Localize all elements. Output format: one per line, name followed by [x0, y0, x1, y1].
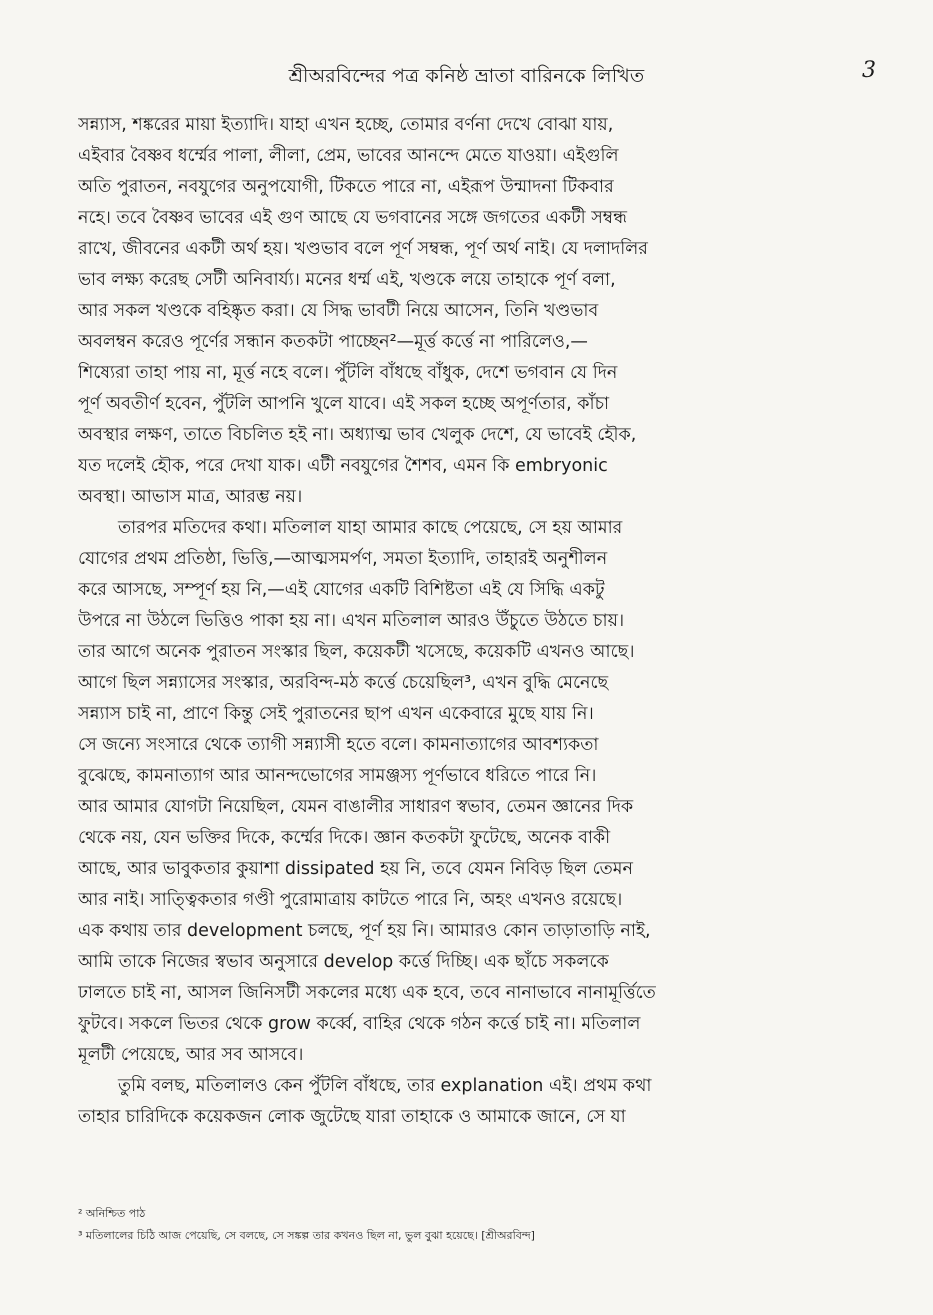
- text-line: সন্ন্যাস চাই না, প্রাণে কিন্তু সেই পুরাতনের ছাপ এখন একেবারে মুছে যায় নি।: [78, 704, 594, 724]
- paragraph-1: [78, 110, 858, 513]
- page-number: 3: [862, 58, 876, 83]
- text-line: আমি তাকে নিজের স্বভাব অনুসারে develop কর্ত্তে দিচ্ছি। এক ছাঁচে সকলকে: [78, 952, 609, 972]
- text-line: বুঝেছে, কামনাত্যাগ আর আনন্দভোগের সামঞ্জস্য পূর্ণভাবে ধরিতে পারে নি।: [78, 766, 597, 786]
- text-line: রাখে, জীবনের একটী অর্থ হয়। খণ্ডভাব বলে পূর্ণ সম্বন্ধ, পূর্ণ অর্থ নাই। যে দলাদলির: [78, 239, 648, 259]
- text-line: তারপর মতিদের কথা। মতিলাল যাহা আমার কাছে পেয়েছে, সে হয় আমার: [118, 518, 623, 538]
- text-line: তুমি বলছ, মতিলালও কেন পুঁটলি বাঁধছে, তার explanation এই। প্রথম কথা: [118, 1076, 652, 1096]
- running-title: শ্রীঅরবিন্দের পত্র কনিষ্ঠ ভ্রাতা বারিনকে লিখিত: [288, 65, 645, 87]
- footnotes: [78, 1203, 868, 1247]
- text-line: এইবার বৈষ্ণব ধর্ম্মের পালা, লীলা, প্রেম, ভাবের আনন্দে মেতে যাওয়া। এইগুলি: [78, 146, 619, 166]
- text-line: আর নাই। সাত্ত্বিকতার গণ্ডী পুরোমাত্রায় কাটতে পারে নি, অহং এখনও রয়েছে।: [78, 890, 623, 910]
- text-line: অতি পুরাতন, নবযুগের অনুপযোগী, টিকতে পারে না, এইরূপ উন্মাদনা টিকবার: [78, 177, 614, 197]
- text-line: যত দলেই হৌক, পরে দেখা যাক। এটী নবযুগের শৈশব, এমন কি embryonic: [78, 456, 608, 476]
- text-line: অবস্থা। আভাস মাত্র, আরম্ভ নয়।: [78, 487, 303, 507]
- text-line: মূলটী পেয়েছে, আর সব আসবে।: [78, 1045, 304, 1065]
- text-line: পূর্ণ অবতীর্ণ হবেন, পুঁটলি আপনি খুলে যাবে। এই সকল হচ্ছে অপূর্ণতার, কাঁচা: [78, 394, 610, 414]
- text-line: অবস্থার লক্ষণ, তাতে বিচলিত হই না। অধ্যাত্ম ভাব খেলুক দেশে, যে ভাবেই হৌক,: [78, 425, 637, 445]
- text-line: করে আসছে, সম্পূর্ণ হয় নি,—এই যোগের একটি বিশিষ্টতা এই যে সিদ্ধি একটু: [78, 580, 605, 600]
- paragraph-2: [78, 513, 858, 1071]
- text-line: ফুটবে। সকলে ভিতর থেকে grow কর্ব্বে, বাহির থেকে গঠন কর্ত্তে চাই না। মতিলাল: [78, 1014, 641, 1034]
- paragraph-3: [78, 1071, 858, 1133]
- text-line: যোগের প্রথম প্রতিষ্ঠা, ভিত্তি,—আত্মসমর্পণ, সমতা ইত্যাদি, তাহারই অনুশীলন: [78, 549, 608, 569]
- text-line: আর আমার যোগটা নিয়েছিল, যেমন বাঙালীর সাধারণ স্বভাব, তেমন জ্ঞানের দিক: [78, 797, 634, 817]
- text-line: শিষ্যেরা তাহা পায় না, মূর্ত্ত নহে বলে। পুঁটলি বাঁধছে বাঁধুক, দেশে ভগবান যে দিন: [78, 363, 618, 383]
- text-line: ভাব লক্ষ্য করেছ সেটী অনিবার্য্য। মনের ধর্ম্ম এই, খণ্ডকে লয়ে তাহাকে পূর্ণ বলা,: [78, 270, 616, 290]
- text-line: সন্ন্যাস, শঙ্করের মায়া ইত্যাদি। যাহা এখন হচ্ছে, তোমার বর্ণনা দেখে বোঝা যায়,: [78, 115, 614, 135]
- text-line: আর সকল খণ্ডকে বহিষ্কৃত করা। যে সিদ্ধ ভাবটী নিয়ে আসেন, তিনি খণ্ডভাব: [78, 301, 599, 321]
- text-line: আছে, আর ভাবুকতার কুয়াশা dissipated হয় নি, তবে যেমন নিবিড় ছিল তেমন: [78, 859, 633, 879]
- text-line: নহে। তবে বৈষ্ণব ভাবের এই গুণ আছে যে ভগবানের সঙ্গে জগতের একটী সম্বন্ধ: [78, 208, 627, 228]
- text-line: তার আগে অনেক পুরাতন সংস্কার ছিল, কয়েকটী খসেছে, কয়েকটি এখনও আছে।: [78, 642, 635, 662]
- text-line: সে জন্যে সংসারে থেকে ত্যাগী সন্ন্যাসী হতে বলে। কামনাত্যাগের আবশ্যকতা: [78, 735, 599, 755]
- text-line: অবলম্বন করেও পূর্ণের সন্ধান কতকটা পাচ্ছেন²—মূর্ত্ত কর্ত্তে না পারিলেও,—: [78, 332, 588, 352]
- text-line: আগে ছিল সন্ন্যাসের সংস্কার, অরবিন্দ-মঠ কর্ত্তে চেয়েছিল³, এখন বুদ্ধি মেনেছে: [78, 673, 609, 693]
- body-text: [78, 110, 858, 1133]
- text-line: তাহার চারিদিকে কয়েকজন লোক জুটেছে যারা তাহাকে ও আমাকে জানে, সে যা: [78, 1107, 626, 1127]
- text-line: থেকে নয়, যেন ভক্তির দিকে, কর্ম্মের দিকে। জ্ঞান কতকটা ফুটেছে, অনেক বাকী: [78, 828, 611, 848]
- text-line: উপরে না উঠলে ভিত্তিও পাকা হয় না। এখন মতিলাল আরও উঁচুতে উঠতে চায়।: [78, 611, 625, 631]
- footnote-2: ² অনিশ্চিত পাঠ: [78, 1207, 146, 1220]
- footnote-3: ³ মতিলালের চিঠি আজ পেয়েছি, সে বলছে, সে সঙ্কল্প তার কখনও ছিল না, ভুল বুঝা হয়েছে। [শ্রীঅরবিন্দ]: [78, 1229, 535, 1242]
- text-line: এক কথায় তার development চলছে, পূর্ণ হয় নি। আমারও কোন তাড়াতাড়ি নাই,: [78, 921, 651, 941]
- text-line: ঢালতে চাই না, আসল জিনিসটী সকলের মধ্যে এক হবে, তবে নানাভাবে নানামূর্ত্তিতে: [78, 983, 656, 1003]
